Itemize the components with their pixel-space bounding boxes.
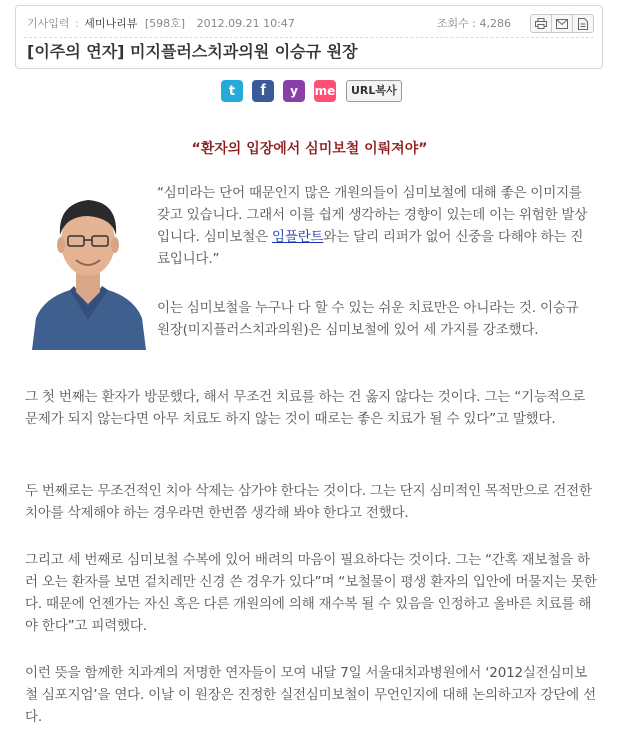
article-subheading: “환자의 입장에서 심미보철 이뤄져야” [191, 141, 428, 157]
article-meta [27, 14, 594, 34]
me2day-icon: me [314, 84, 336, 98]
twitter-icon: t [228, 83, 236, 99]
printer-icon [535, 18, 547, 29]
print-button[interactable] [530, 14, 552, 33]
paragraph-1-start: “심미라는 단어 때문인지 많은 개원의들이 심미보철에 대해 좋은 이미지를 갖고 있습니다. 그래서 이를 쉽게 생각하는 경향이 있는데 이는 위험한 발상입니다. 심미보철은 [157, 185, 588, 245]
paragraph-5: 그리고 세 번째로 심미보철 수복에 있어 배려의 마음이 필요하다는 것이다. 그는 “간혹 재보철을 하러 오는 환자를 보면 겉치레만 신경 쓴 경우가 있다”며 “보철물이 평생 환자의 입안에 머물지는 못한다. 때문에 언젠가는 자신 혹은 다른 개원의에 의해 재수복 될 수 있음을 인정하고 올바른 치료를 해야 한다”고 피력했다. [25, 552, 597, 634]
yozm-icon: y [290, 84, 298, 98]
paragraph-1 [157, 182, 589, 270]
paragraph-2: 이는 심미보철을 누구나 다 할 수 있는 쉬운 치료만은 아니라는 것. 이승규 원장(미지플러스치과의원)은 심미보철에 있어 세 가지를 강조했다. [157, 300, 579, 338]
facebook-icon: f [260, 82, 266, 99]
share-bar [221, 80, 402, 102]
meta-label: 기사입력 [27, 17, 70, 30]
save-button[interactable] [572, 14, 594, 33]
meta-source[interactable]: 세미나리뷰 [84, 17, 138, 30]
paragraph-6: 이런 뜻을 함께한 치과계의 저명한 연자들이 모여 내달 7일 서울대치과병원에서 ‘2012실전심미보철 심포지엄’을 연다. 이날 이 원장은 진정한 실전심미보철이 무언인지에 대해 논의하고자 강단에 선다. [25, 665, 596, 725]
yozm-share-button[interactable] [283, 80, 305, 102]
paragraph-1-end: 와는 달리 리퍼가 없어 신중을 다해야 하는 진료입니다.” [157, 229, 584, 267]
meta-issue: [598호] [144, 17, 186, 30]
article-title: [이주의 연자] 미지플러스치과의원 이승규 원장 [27, 42, 358, 61]
meta-date: 2012.09.21 10:47 [196, 17, 295, 30]
header-divider [24, 37, 594, 38]
view-count-text: 조회수 : 4,286 [436, 17, 511, 30]
facebook-share-button[interactable] [252, 80, 274, 102]
author-photo [30, 180, 148, 350]
document-icon [578, 18, 588, 30]
paragraph-4: 두 번째로는 무조건적인 치아 삭제는 삼가야 한다는 것이다. 그는 단지 심미적인 목적만으로 건전한 치아를 삭제해야 하는 경우라면 한번쯤 생각해 봐야 한다고 전했다. [25, 483, 592, 521]
envelope-icon [556, 19, 568, 29]
twitter-share-button[interactable] [221, 80, 243, 102]
url-copy-button[interactable]: URL복사 [346, 80, 402, 102]
email-button[interactable] [551, 14, 573, 33]
paragraph-3: 그 첫 번째는 환자가 방문했다, 해서 무조건 치료를 하는 건 옳지 않다는 것이다. 그는 “기능적으로 문제가 되지 않는다면 아무 치료도 하지 않는 것이 때로는 좋은 치료가 될 수 있다”고 말했다. [25, 389, 586, 427]
view-count [437, 14, 511, 34]
article-tools [531, 14, 594, 33]
me2day-share-button[interactable] [314, 80, 336, 102]
implant-keyword-link[interactable]: 임플란트 [272, 229, 324, 245]
article-header-box [15, 5, 603, 69]
meta-separator: : [75, 17, 79, 30]
